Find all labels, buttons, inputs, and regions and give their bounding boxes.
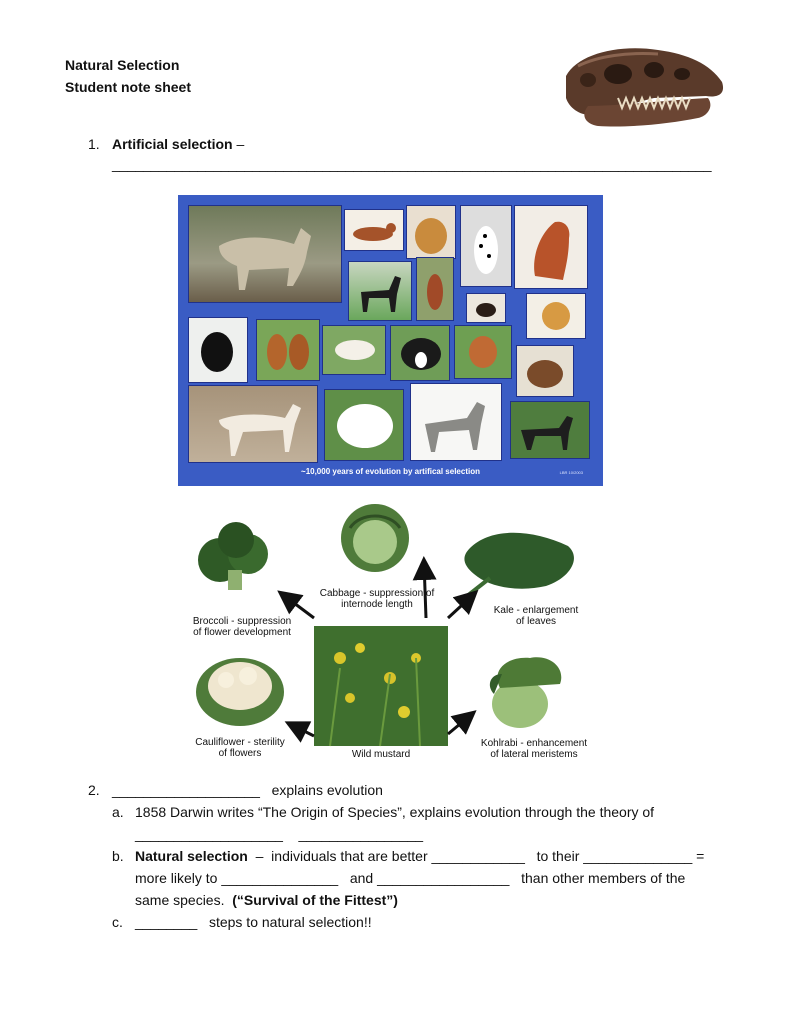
q2c-letter: c.: [112, 914, 123, 930]
cauliflower-label-line1: Cauliflower - sterility: [195, 737, 285, 748]
bernese-photo: [390, 325, 450, 381]
page-title: Natural Selection: [65, 57, 180, 73]
cabbage-label-line1: Cabbage - suppression of: [319, 588, 435, 599]
kale-label: [486, 605, 586, 627]
chihuahua-photo: [466, 293, 506, 323]
basenji-photo: [454, 325, 512, 379]
pomeranian-photo: [526, 293, 586, 339]
boxers-photo: [256, 319, 320, 381]
kohlrabi-label-line2: of lateral meristems: [490, 749, 578, 760]
q2b-text1: – individuals that are better ____________ to their ______________ =: [247, 848, 705, 864]
cauliflower-label-line2: of flowers: [218, 748, 262, 759]
q2-number: 2.: [88, 782, 100, 798]
q2a-blanks: ___________________ ________________: [135, 826, 424, 842]
q2b-letter: b.: [112, 848, 124, 864]
dog-figure-code: LBR 10/2003: [559, 470, 583, 475]
broccoli-label-line1: Broccoli - suppression: [192, 616, 292, 627]
wild-mustard-label: Wild mustard: [351, 749, 411, 760]
q2b-line3: [135, 892, 398, 908]
q1-heading: Artificial selection: [112, 136, 233, 152]
page-subtitle: Student note sheet: [65, 79, 192, 95]
samoyed-photo: [324, 389, 404, 461]
labrador-photo: [322, 325, 386, 375]
poodle-photo: [188, 317, 248, 383]
cabbage-label: [312, 588, 442, 610]
pinscher-photo: [416, 257, 454, 321]
yorkshire-photo: [516, 345, 574, 397]
saluki-photo: [188, 385, 318, 463]
q1-number: 1.: [88, 136, 100, 152]
kohlrabi-label: [474, 738, 594, 760]
whippet-photo: [510, 401, 590, 459]
cauliflower-label: [186, 737, 294, 759]
broccoli-label: [180, 616, 304, 638]
kohlrabi-label-line1: Kohlrabi - enhancement: [480, 738, 588, 749]
q1-heading-line: [112, 136, 244, 152]
q2-line: ___________________ explains evolution: [112, 782, 383, 798]
q2c-text: ________ steps to natural selection!!: [135, 914, 372, 930]
q2b-line1: [135, 848, 704, 864]
q2b-term: Natural selection: [135, 848, 248, 864]
dog-breeds-figure: [178, 195, 603, 486]
wolf-photo: [188, 205, 342, 303]
cabbage-label-line2: internode length: [341, 599, 413, 610]
q1-answer-line: _____________________________________________________________________________: [112, 156, 712, 172]
dinosaur-skull-image: [558, 36, 728, 132]
q2b-fittest: (“Survival of the Fittest”): [232, 892, 398, 908]
q2a-text: 1858 Darwin writes “The Origin of Species”, explains evolution through the theory of: [135, 804, 655, 820]
irish-setter-photo: [514, 205, 588, 289]
broccoli-label-line2: of flower development: [193, 627, 291, 638]
weimaraner-photo: [410, 383, 502, 461]
q2b-text2: more likely to _______________ and _________________ than other members of the: [135, 870, 686, 886]
dog-figure-caption: ~10,000 years of evolution by artifical selection: [301, 467, 480, 476]
q2b-text3: same species.: [135, 892, 233, 908]
pekingese-photo: [406, 205, 456, 259]
dachshund-photo: [344, 209, 404, 251]
q2a-letter: a.: [112, 804, 124, 820]
q1-dash: –: [232, 136, 245, 152]
doberman-photo: [348, 261, 412, 321]
kale-label-line2: of leaves: [515, 616, 557, 627]
kale-label-line1: Kale - enlargement: [493, 605, 579, 616]
dalmatian-photo: [460, 205, 512, 287]
